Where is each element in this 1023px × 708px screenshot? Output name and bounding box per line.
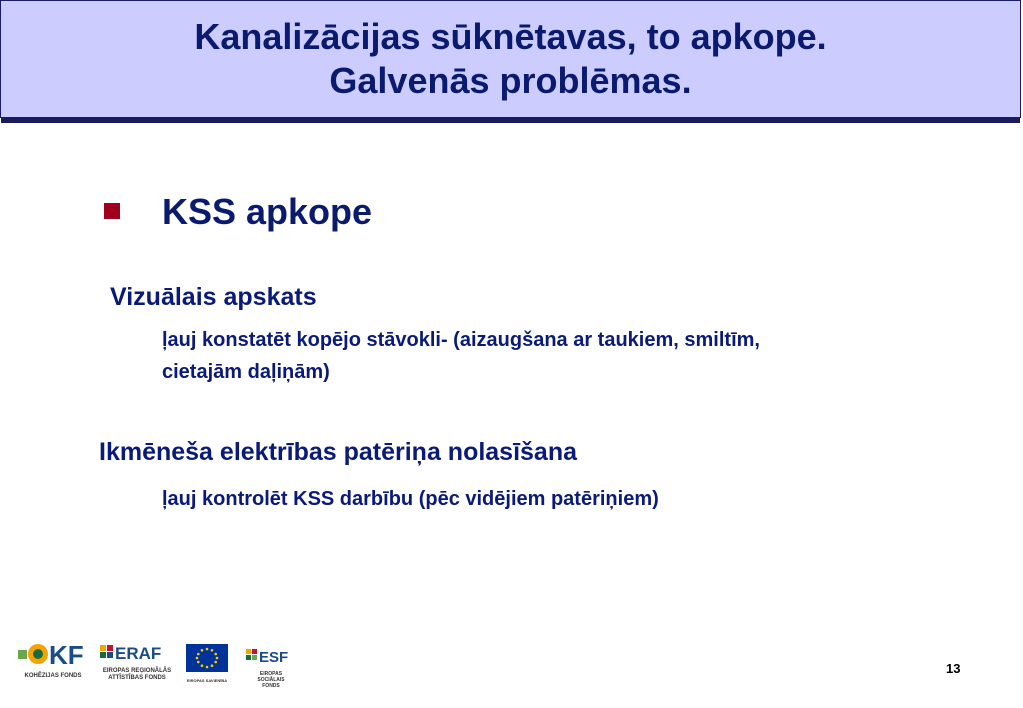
esf-logo-caption-line-2: FONDS bbox=[262, 683, 280, 689]
detail-electricity-reading: ļauj kontrolēt KSS darbību (pēc vidējiem patēriņiem) bbox=[162, 488, 659, 510]
kf-logo-caption: KOHĒZIJAS FONDS bbox=[24, 673, 82, 679]
eu-flag-logo bbox=[186, 644, 228, 684]
kf-logo bbox=[18, 636, 88, 680]
subtitle-visual-inspection: Vizuālais apskats bbox=[110, 283, 317, 311]
svg-text:ESF: ESF bbox=[259, 649, 289, 666]
esf-logo-mark bbox=[246, 646, 296, 666]
esf-logo-caption-line-1: EIROPAS SOCIĀLAIS bbox=[257, 671, 285, 683]
esf-logo bbox=[246, 646, 296, 689]
subtitle-electricity-reading: Ikmēneša elektrības patēriņa nolasīšana bbox=[99, 438, 578, 466]
svg-text:ERAF: ERAF bbox=[115, 644, 162, 663]
page-number: 13 bbox=[946, 661, 961, 676]
eu-flag-icon bbox=[186, 644, 228, 672]
detail-visual-inspection-line-1: ļauj konstatēt kopējo stāvokli- (aizaugšana ar taukiem, smiltīm, bbox=[162, 329, 760, 351]
eraf-logo-caption-line-1: EIROPAS REĢIONĀLĀS bbox=[102, 668, 172, 674]
section-heading: KSS apkope bbox=[162, 191, 373, 232]
svg-text:KF: KF bbox=[49, 640, 84, 668]
slide-title-line-2: Galvenās problēmas. bbox=[329, 60, 692, 101]
slide-title-line-1: Kanalizācijas sūknētavas, to apkope. bbox=[194, 16, 827, 57]
eraf-logo-caption-line-2: ATTĪSTĪBAS FONDS bbox=[108, 675, 166, 681]
title-underline bbox=[1, 118, 1020, 123]
kf-logo-mark bbox=[18, 636, 88, 668]
funding-logos bbox=[18, 636, 308, 689]
title-bar bbox=[0, 0, 1021, 118]
square-bullet-icon bbox=[104, 203, 120, 219]
eraf-logo-mark bbox=[100, 641, 174, 663]
eraf-logo bbox=[100, 641, 174, 682]
eu-flag-caption: EIROPAS SAVIENĪBA bbox=[186, 678, 228, 683]
detail-visual-inspection-line-2: cietajām daļiņām) bbox=[162, 361, 330, 383]
